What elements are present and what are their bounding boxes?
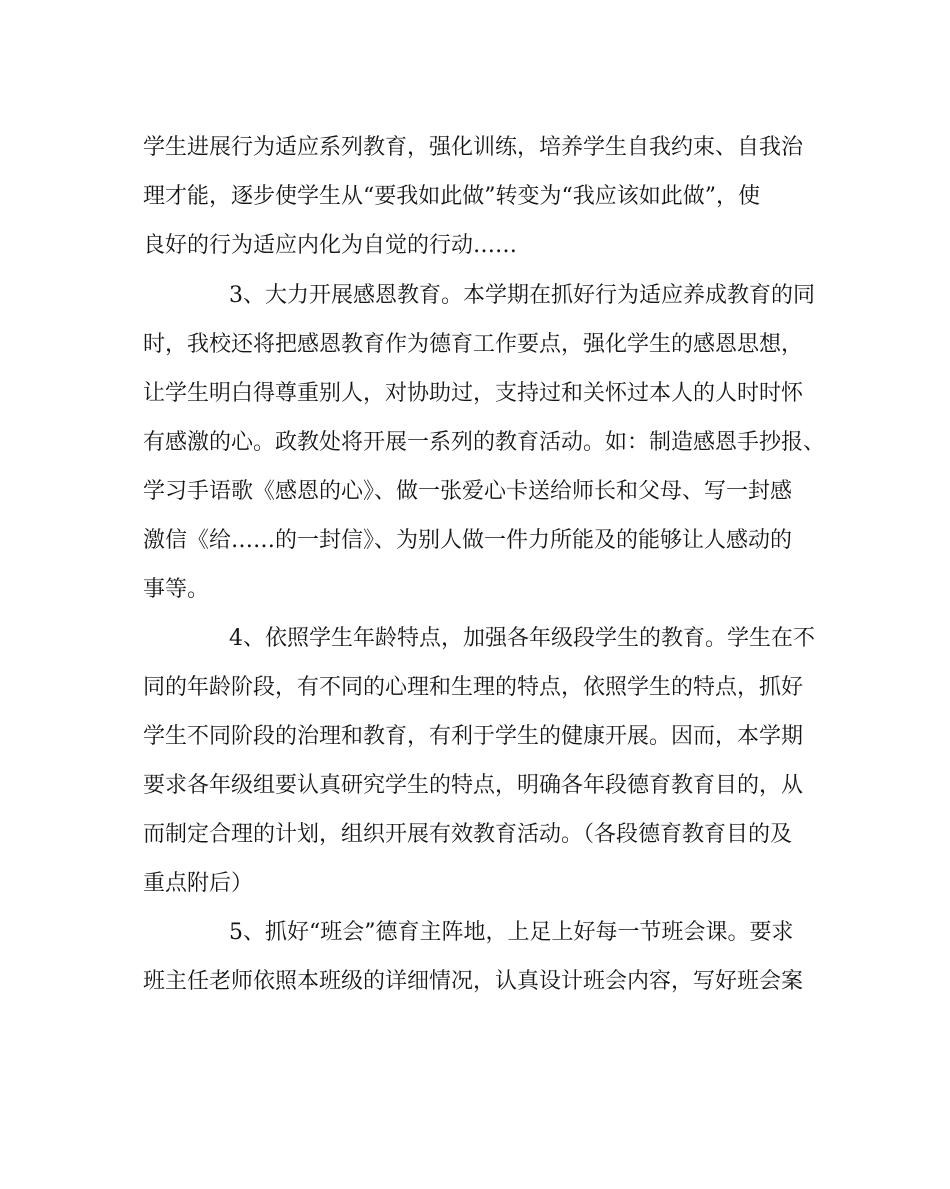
text-line: 有感激的心。政教处将开展一系列的教育活动。如：制造感恩手抄报、: [143, 430, 826, 455]
text-line: 重点附后）: [143, 871, 254, 896]
text-line: 学习手语歌《感恩的心》、做一张爱心卡送给师长和父母、写一封感: [143, 479, 793, 504]
text-line: 时，我校还将把感恩教育作为德育工作要点，强化学生的感恩思想，: [143, 332, 804, 357]
text-line: 激信《给……的一封信》、为别人做一件力所能及的能够让人感动的: [143, 528, 793, 553]
text-line: 而制定合理的计划，组织开展有效教育活动。（各段德育教育目的及: [143, 822, 793, 847]
text-line: 学生进展行为适应系列教育，强化训练，培养学生自我约束、自我治: [143, 135, 804, 160]
text-line: 让学生明白得尊重别人，对协助过，支持过和关怀过本人的人时时怀: [143, 381, 804, 406]
text-line: 班主任老师依照本班级的详细情况，认真设计班会内容，写好班会案: [143, 969, 804, 994]
text-line: 事等。: [143, 577, 210, 602]
paragraph-3-first-line: 3、大力开展感恩教育。本学期在抓好行为适应养成教育的同: [229, 283, 815, 308]
text-line: 要求各年级组要认真研究学生的特点，明确各年段德育教育目的，从: [143, 773, 804, 798]
text-line: 理才能，逐步使学生从“要我如此做”转变为“我应该如此做”，使: [143, 184, 760, 209]
text-line: 良好的行为适应内化为自觉的行动……: [143, 233, 518, 258]
paragraph-4-first-line: 4、依照学生年龄特点，加强各年级段学生的教育。学生在不: [229, 626, 815, 651]
paragraph-5-first-line: 5、抓好“班会”德育主阵地，上足上好每一节班会课。要求: [229, 920, 794, 945]
text-line: 学生不同阶段的治理和教育，有利于学生的健康开展。因而，本学期: [143, 724, 804, 749]
text-line: 同的年龄阶段，有不同的心理和生理的特点，依照学生的特点，抓好: [143, 675, 804, 700]
